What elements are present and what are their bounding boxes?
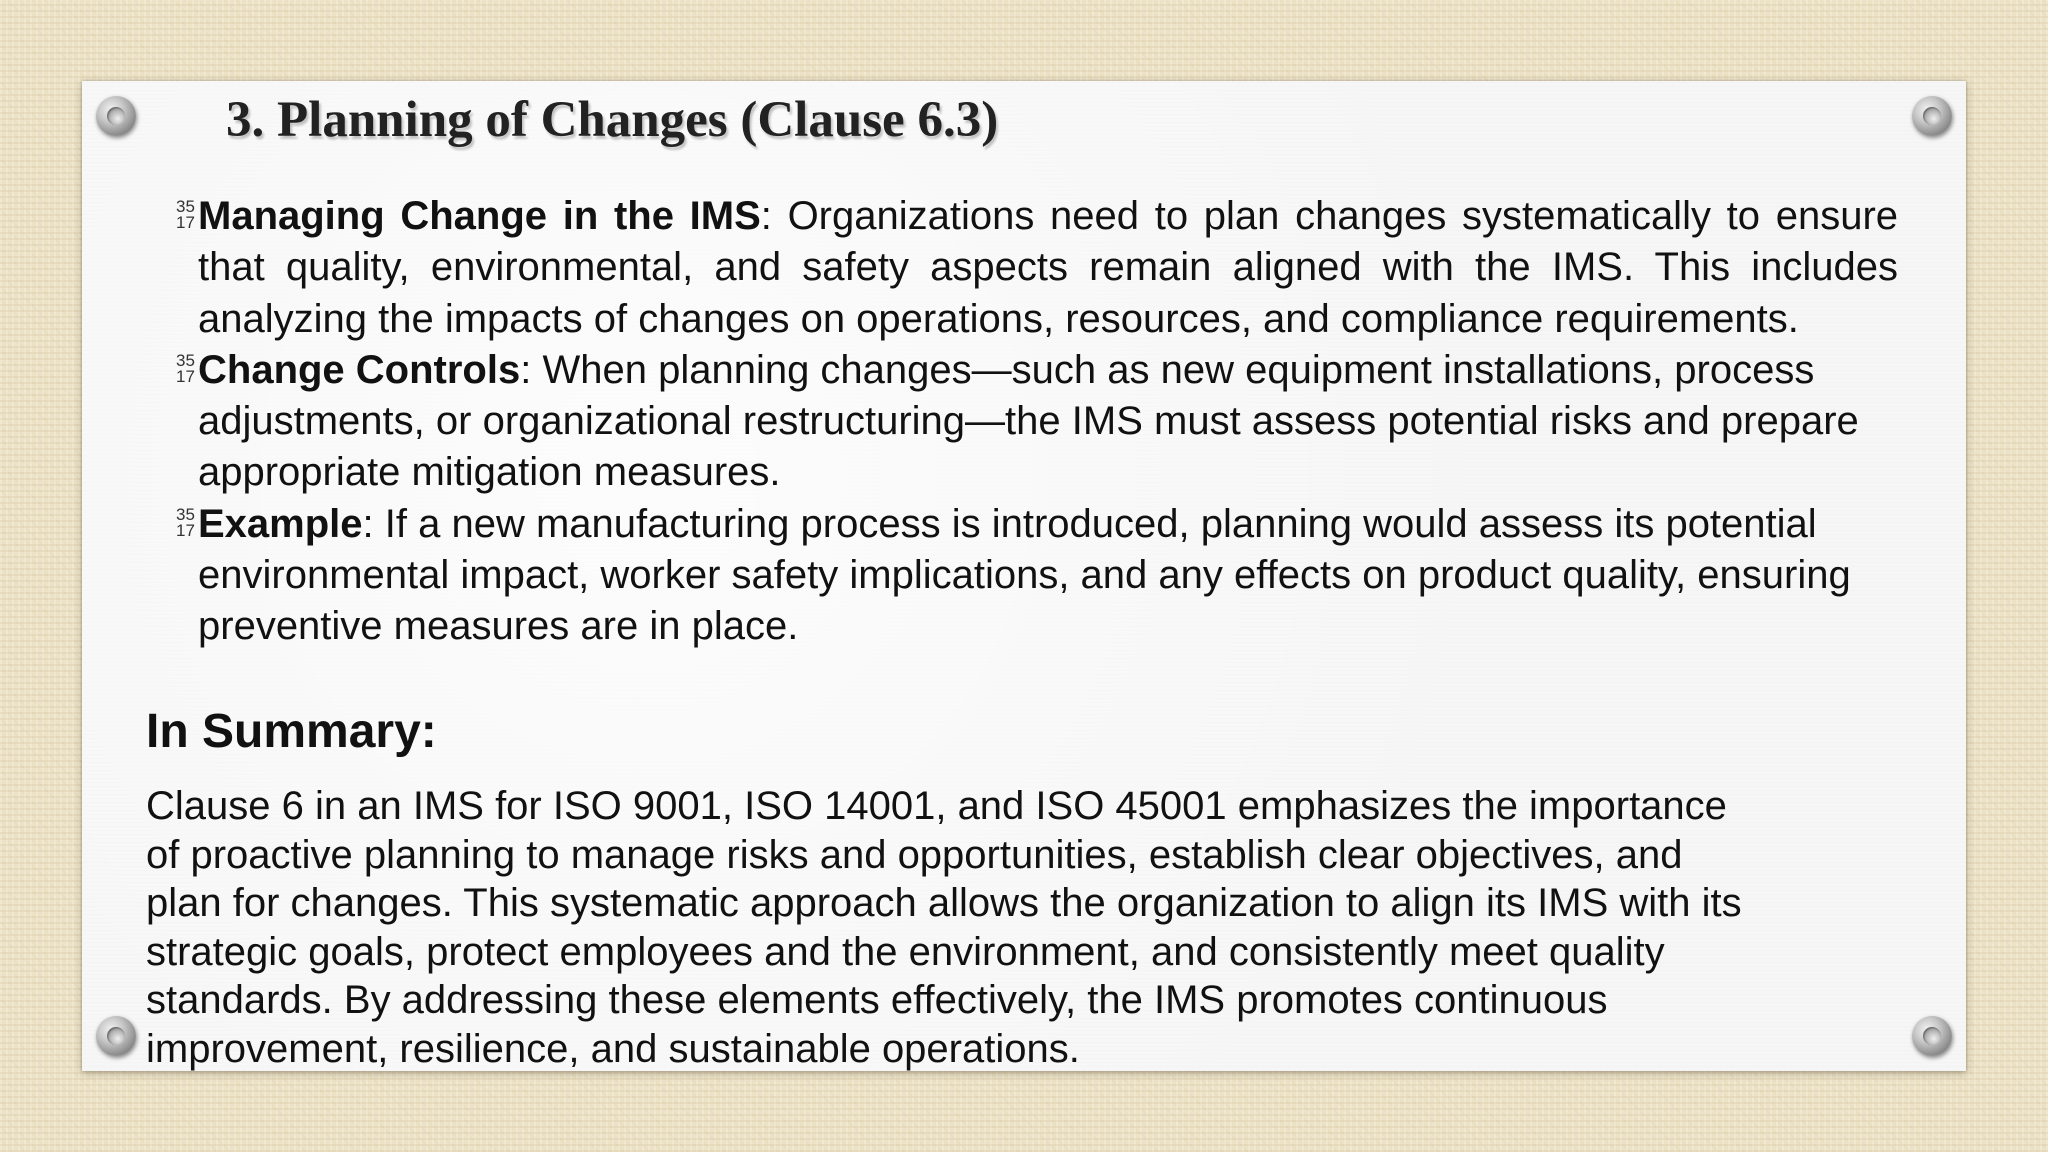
pushpin-icon [1912, 96, 1952, 136]
bullet-term: Change Controls [198, 347, 521, 392]
pushpin-icon [96, 96, 136, 136]
summary-line: Clause 6 in an IMS for ISO 9001, ISO 14001, and ISO 45001 emphasizes the importance [146, 784, 1727, 828]
bullet-marker-icon: 35 17 [176, 197, 195, 232]
summary-line: of proactive planning to manage risks and opportunities, establish clear objectives, and [146, 832, 1683, 877]
bullet-example [176, 499, 1898, 653]
bullet-text [198, 499, 1898, 653]
summary-line: improvement, resilience, and sustainable operations. [146, 1026, 1080, 1071]
bullet-marker-icon: 35 17 [176, 350, 195, 386]
bullet-managing-change [176, 191, 1899, 345]
bullet-description: : Organizations need to plan changes systematically to ensure that quality, environmental, and safety aspects remain aligned with the IMS. This includes analyzing the impacts of changes on operations, resources, and compliance requirements. [198, 194, 1899, 341]
slide-title: 3. Planning of Changes (Clause 6.3) [226, 92, 999, 148]
bullet-change-controls [176, 345, 1898, 499]
bullet-term: Example [198, 501, 363, 546]
summary-paragraph [146, 782, 1866, 1073]
summary-heading: In Summary: [146, 705, 437, 758]
pushpin-icon [96, 1016, 136, 1056]
bullet-text [198, 345, 1898, 499]
bullet-marker-icon: 35 17 [176, 504, 195, 540]
summary-line: strategic goals, protect employees and the environment, and consistently meet quality [146, 929, 1665, 974]
bullet-description: : When planning changes—such as new equipment installations, process adjustments, or organizational restructuring—the IMS must assess potential risks and prepare appropriate mitigation measures. [198, 347, 1859, 495]
pushpin-icon [1912, 1016, 1952, 1056]
summary-line: standards. By addressing these elements effectively, the IMS promotes continuous [146, 978, 1608, 1022]
summary-line: plan for changes. This systematic approach allows the organization to align its IMS with its [146, 881, 1742, 925]
bullet-description: : If a new manufacturing process is introduced, planning would assess its potential environmental impact, worker safety implications, and any effects on product quality, ensuring preventive measures are in place. [198, 501, 1851, 649]
bullet-list [176, 191, 1899, 653]
bullet-term: Managing Change in the IMS [198, 194, 761, 238]
bullet-text [198, 191, 1898, 345]
